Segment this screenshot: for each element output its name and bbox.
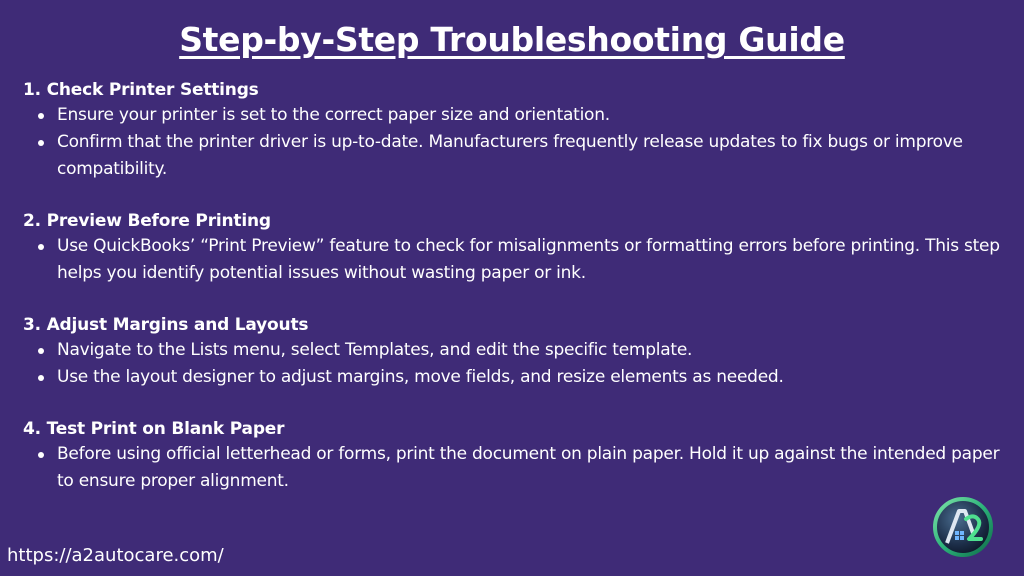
list-item xyxy=(35,441,1013,495)
list-item-text: Confirm that the printer driver is up-to-date. Manufacturers frequently release updates to fix bugs or improve compatibility. xyxy=(57,132,963,179)
section-preview-before-printing xyxy=(23,209,1013,287)
bullet-list xyxy=(23,233,1013,287)
guide-content xyxy=(23,78,1013,521)
section-heading: 1. Check Printer Settings xyxy=(23,80,259,100)
bullet-list xyxy=(23,337,1013,391)
logo-graphic xyxy=(933,497,993,557)
list-item-text: Before using official letterhead or forms, print the document on plain paper. Hold it up against the intended paper to ensure proper alignment. xyxy=(57,444,1000,491)
section-adjust-margins xyxy=(23,313,1013,391)
list-item-text: Ensure your printer is set to the correct paper size and orientation. xyxy=(57,105,610,125)
section-heading: 2. Preview Before Printing xyxy=(23,211,271,231)
list-item-text: Use QuickBooks’ “Print Preview” feature to check for misalignments or formatting errors before printing. This step helps you identify potential issues without wasting paper or ink. xyxy=(57,236,1000,283)
bullet-icon xyxy=(38,113,44,119)
bullet-list xyxy=(23,102,1013,183)
bullet-icon xyxy=(38,348,44,354)
bullet-icon xyxy=(38,452,44,458)
page-title: Step-by-Step Troubleshooting Guide xyxy=(179,20,845,59)
bullet-list xyxy=(23,441,1013,495)
bullet-icon xyxy=(38,375,44,381)
section-heading: 4. Test Print on Blank Paper xyxy=(23,419,285,439)
list-item xyxy=(35,233,1013,287)
list-item xyxy=(35,102,1013,129)
section-check-printer-settings xyxy=(23,78,1013,183)
section-heading: 3. Adjust Margins and Layouts xyxy=(23,315,309,335)
footer-url[interactable]: https://a2autocare.com/ xyxy=(7,545,224,566)
list-item xyxy=(35,364,1013,391)
a2-logo-icon xyxy=(933,497,993,557)
list-item xyxy=(35,129,1013,183)
list-item xyxy=(35,337,1013,364)
list-item-text: Use the layout designer to adjust margins, move fields, and resize elements as needed. xyxy=(57,367,784,387)
section-test-print xyxy=(23,417,1013,495)
list-item-text: Navigate to the Lists menu, select Templates, and edit the specific template. xyxy=(57,340,693,360)
bullet-icon xyxy=(38,140,44,146)
bullet-icon xyxy=(38,244,44,250)
